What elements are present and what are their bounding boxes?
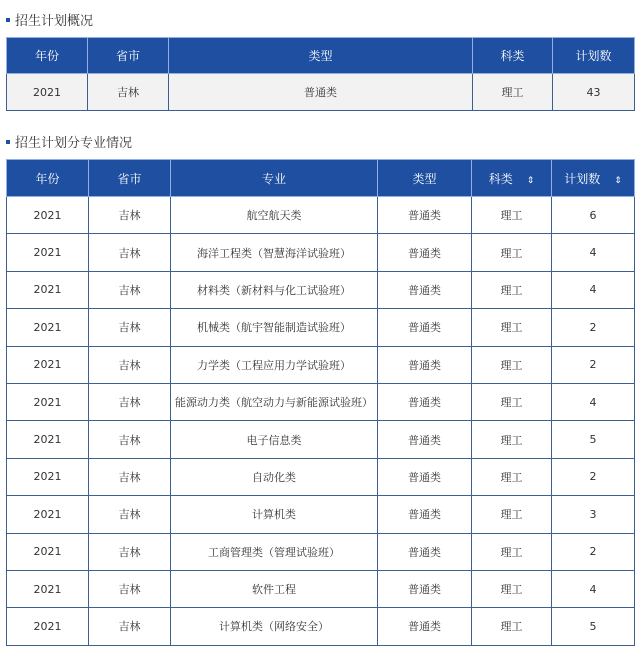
section-title-text: 招生计划概况 bbox=[15, 14, 94, 29]
table-row bbox=[7, 458, 635, 495]
cell-province: 吉林 bbox=[88, 74, 169, 111]
table-row bbox=[7, 383, 635, 420]
cell-major: 机械类（航宇智能制造试验班） bbox=[171, 309, 378, 346]
cell-plan-count: 6 bbox=[552, 197, 635, 234]
cell-major: 计算机类 bbox=[171, 496, 378, 533]
cell-year: 2021 bbox=[7, 533, 89, 570]
cell-province: 吉林 bbox=[89, 309, 171, 346]
cell-province: 吉林 bbox=[89, 458, 171, 495]
col-year: 年份 bbox=[7, 160, 89, 197]
cell-type: 普通类 bbox=[378, 383, 472, 420]
cell-year: 2021 bbox=[7, 74, 88, 111]
cell-category: 理工 bbox=[473, 74, 553, 111]
cell-major: 计算机类（网络安全） bbox=[171, 608, 378, 645]
cell-major: 能源动力类（航空动力与新能源试验班） bbox=[171, 383, 378, 420]
cell-plan-count: 4 bbox=[552, 570, 635, 607]
cell-major: 软件工程 bbox=[171, 570, 378, 607]
table-row bbox=[7, 608, 635, 645]
cell-type: 普通类 bbox=[378, 570, 472, 607]
bullet-icon bbox=[6, 140, 10, 144]
col-major: 专业 bbox=[171, 160, 378, 197]
cell-year: 2021 bbox=[7, 234, 89, 271]
cell-plan-count: 5 bbox=[552, 608, 635, 645]
table-row bbox=[7, 271, 635, 308]
cell-year: 2021 bbox=[7, 309, 89, 346]
cell-province: 吉林 bbox=[89, 421, 171, 458]
cell-plan-count: 43 bbox=[553, 74, 635, 111]
cell-category: 理工 bbox=[472, 608, 552, 645]
cell-major: 电子信息类 bbox=[171, 421, 378, 458]
header-row bbox=[7, 160, 635, 197]
bullet-icon bbox=[6, 18, 10, 22]
cell-major: 材料类（新材料与化工试验班） bbox=[171, 271, 378, 308]
section-title-overview bbox=[6, 10, 93, 29]
cell-plan-count: 4 bbox=[552, 234, 635, 271]
cell-category: 理工 bbox=[472, 496, 552, 533]
table-row bbox=[7, 421, 635, 458]
cell-province: 吉林 bbox=[89, 346, 171, 383]
cell-plan-count: 5 bbox=[552, 421, 635, 458]
cell-category: 理工 bbox=[472, 458, 552, 495]
cell-province: 吉林 bbox=[89, 197, 171, 234]
col-year: 年份 bbox=[7, 38, 88, 74]
cell-type: 普通类 bbox=[169, 74, 473, 111]
cell-type: 普通类 bbox=[378, 309, 472, 346]
cell-type: 普通类 bbox=[378, 458, 472, 495]
cell-year: 2021 bbox=[7, 496, 89, 533]
cell-plan-count: 3 bbox=[552, 496, 635, 533]
table-row bbox=[7, 197, 635, 234]
section-title-majors bbox=[6, 132, 132, 151]
cell-category: 理工 bbox=[472, 383, 552, 420]
cell-type: 普通类 bbox=[378, 234, 472, 271]
col-plan-count: 计划数 bbox=[553, 38, 635, 74]
cell-category: 理工 bbox=[472, 271, 552, 308]
table-row bbox=[7, 570, 635, 607]
cell-type: 普通类 bbox=[378, 608, 472, 645]
cell-province: 吉林 bbox=[89, 496, 171, 533]
col-category: 科类 bbox=[473, 38, 553, 74]
sort-icon[interactable]: ⇕ bbox=[526, 175, 535, 186]
cell-plan-count: 2 bbox=[552, 533, 635, 570]
cell-type: 普通类 bbox=[378, 421, 472, 458]
header-row bbox=[7, 38, 635, 74]
cell-province: 吉林 bbox=[89, 570, 171, 607]
col-category[interactable] bbox=[472, 160, 552, 197]
col-plan-count[interactable] bbox=[552, 160, 635, 197]
cell-category: 理工 bbox=[472, 346, 552, 383]
sort-icon[interactable]: ⇕ bbox=[614, 175, 622, 186]
cell-year: 2021 bbox=[7, 608, 89, 645]
cell-category: 理工 bbox=[472, 309, 552, 346]
cell-major: 航空航天类 bbox=[171, 197, 378, 234]
cell-plan-count: 4 bbox=[552, 383, 635, 420]
cell-year: 2021 bbox=[7, 458, 89, 495]
cell-major: 海洋工程类（智慧海洋试验班） bbox=[171, 234, 378, 271]
cell-plan-count: 4 bbox=[552, 271, 635, 308]
cell-category: 理工 bbox=[472, 234, 552, 271]
col-type: 类型 bbox=[169, 38, 473, 74]
cell-year: 2021 bbox=[7, 346, 89, 383]
cell-year: 2021 bbox=[7, 570, 89, 607]
cell-category: 理工 bbox=[472, 533, 552, 570]
col-province: 省市 bbox=[89, 160, 171, 197]
cell-province: 吉林 bbox=[89, 271, 171, 308]
cell-major: 工商管理类（管理试验班） bbox=[171, 533, 378, 570]
cell-major: 力学类（工程应用力学试验班） bbox=[171, 346, 378, 383]
cell-category: 理工 bbox=[472, 197, 552, 234]
cell-category: 理工 bbox=[472, 570, 552, 607]
cell-plan-count: 2 bbox=[552, 309, 635, 346]
cell-category: 理工 bbox=[472, 421, 552, 458]
cell-year: 2021 bbox=[7, 383, 89, 420]
cell-province: 吉林 bbox=[89, 533, 171, 570]
col-type: 类型 bbox=[378, 160, 472, 197]
table-row bbox=[7, 496, 635, 533]
overview-table bbox=[6, 37, 635, 111]
table-row bbox=[7, 234, 635, 271]
cell-year: 2021 bbox=[7, 271, 89, 308]
cell-type: 普通类 bbox=[378, 533, 472, 570]
table-row bbox=[7, 309, 635, 346]
col-category-label: 科类 bbox=[488, 171, 513, 186]
cell-plan-count: 2 bbox=[552, 346, 635, 383]
col-plan-count-label: 计划数 bbox=[564, 171, 601, 186]
cell-type: 普通类 bbox=[378, 197, 472, 234]
cell-type: 普通类 bbox=[378, 271, 472, 308]
table-row bbox=[7, 346, 635, 383]
cell-type: 普通类 bbox=[378, 346, 472, 383]
cell-plan-count: 2 bbox=[552, 458, 635, 495]
col-province: 省市 bbox=[88, 38, 169, 74]
section-title-text: 招生计划分专业情况 bbox=[15, 136, 133, 151]
cell-year: 2021 bbox=[7, 421, 89, 458]
cell-type: 普通类 bbox=[378, 496, 472, 533]
cell-province: 吉林 bbox=[89, 383, 171, 420]
table-row bbox=[7, 74, 635, 111]
majors-table bbox=[6, 159, 635, 646]
cell-province: 吉林 bbox=[89, 234, 171, 271]
table-row bbox=[7, 533, 635, 570]
cell-province: 吉林 bbox=[89, 608, 171, 645]
cell-year: 2021 bbox=[7, 197, 89, 234]
cell-major: 自动化类 bbox=[171, 458, 378, 495]
